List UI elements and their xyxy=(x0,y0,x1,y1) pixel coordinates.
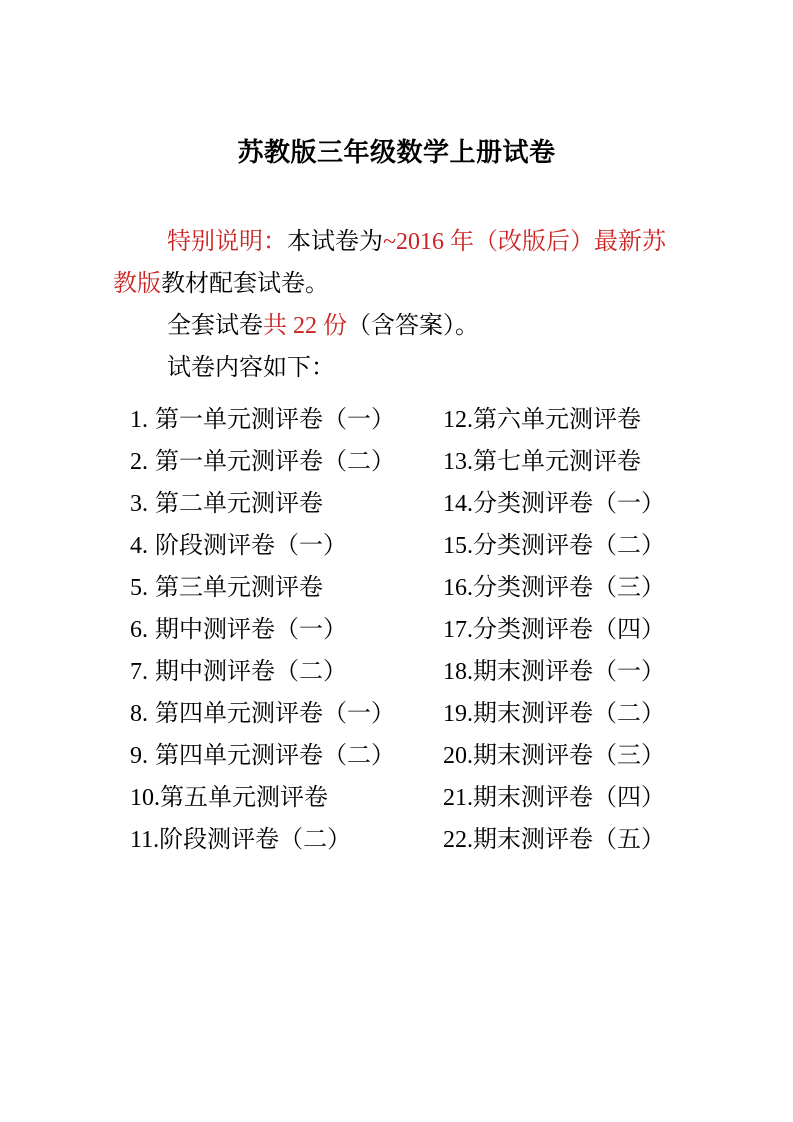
list-item-label: 期末测评卷（三） xyxy=(473,743,665,769)
list-item-label: 第三单元测评卷 xyxy=(155,575,323,601)
list-item-number: 8. xyxy=(130,701,148,727)
list-item-number: 6. xyxy=(130,617,148,643)
list-item-number: 17. xyxy=(443,617,473,643)
list-item-label: 第二单元测评卷 xyxy=(155,491,323,517)
list-item xyxy=(443,819,665,861)
list-item-number: 4. xyxy=(130,533,148,559)
list-item xyxy=(443,777,665,819)
list-item-label: 期中测评卷（一） xyxy=(155,617,347,643)
list-item-number: 14. xyxy=(443,491,473,517)
list-item-number: 3. xyxy=(130,491,148,517)
list-item xyxy=(443,441,665,483)
list-item xyxy=(130,483,443,525)
paper-list-right-column xyxy=(443,399,665,861)
list-item-number: 19. xyxy=(443,701,473,727)
list-item-label: 期末测评卷（二） xyxy=(473,701,665,727)
list-item-label: 分类测评卷（四） xyxy=(473,617,665,643)
page-title: 苏教版三年级数学上册试卷 xyxy=(237,137,556,167)
list-item-label: 期末测评卷（一） xyxy=(473,659,665,685)
list-item xyxy=(130,441,443,483)
list-item-label: 第一单元测评卷（一） xyxy=(155,407,395,433)
list-item xyxy=(130,693,443,735)
list-item xyxy=(130,399,443,441)
list-item xyxy=(130,567,443,609)
list-item-label: 阶段测评卷（二） xyxy=(159,827,352,853)
list-item xyxy=(130,735,443,777)
list-item xyxy=(130,651,443,693)
list-item-number: 1. xyxy=(130,407,148,433)
list-item-number: 20. xyxy=(443,743,473,769)
list-item-label: 第六单元测评卷 xyxy=(473,407,641,433)
list-item-number: 12. xyxy=(443,407,473,433)
list-item xyxy=(443,567,665,609)
list-item-number: 5. xyxy=(130,575,148,601)
text-segment: 特别说明： xyxy=(167,229,287,255)
list-item-label: 第七单元测评卷 xyxy=(473,449,641,475)
list-item-label: 期末测评卷（五） xyxy=(473,827,665,853)
list-item-number: 13. xyxy=(443,449,473,475)
list-item xyxy=(443,693,665,735)
paper-list-left-column xyxy=(130,399,443,861)
list-item-label: 分类测评卷（三） xyxy=(473,575,665,601)
text-segment: 共 22 份 xyxy=(263,313,347,339)
list-item xyxy=(443,399,665,441)
list-item xyxy=(130,777,443,819)
list-item-number: 9. xyxy=(130,743,148,769)
list-item-label: 第五单元测评卷 xyxy=(160,785,328,811)
list-item-number: 22. xyxy=(443,827,473,853)
text-segment: ~2016 年（改版后）最新苏教版 xyxy=(113,229,666,297)
list-item-number: 21. xyxy=(443,785,473,811)
text-segment: （含答案）。 xyxy=(347,313,479,339)
paper-list xyxy=(130,399,793,861)
text-segment: 本试卷为 xyxy=(287,229,383,255)
list-item xyxy=(130,525,443,567)
list-item-number: 16. xyxy=(443,575,473,601)
set-info-paragraph xyxy=(113,305,680,347)
list-item-label: 第一单元测评卷（二） xyxy=(155,449,395,475)
list-item xyxy=(443,735,665,777)
list-item-number: 18. xyxy=(443,659,473,685)
list-item-number: 11. xyxy=(130,827,160,853)
text-segment: 全套试卷 xyxy=(167,313,263,339)
list-item-label: 期末测评卷（四） xyxy=(473,785,665,811)
list-item xyxy=(130,819,443,861)
list-item-number: 7. xyxy=(130,659,148,685)
document-body xyxy=(113,221,680,389)
list-item-label: 期中测评卷（二） xyxy=(155,659,347,685)
list-item xyxy=(130,609,443,651)
list-item xyxy=(443,483,665,525)
list-item-label: 第四单元测评卷（二） xyxy=(155,743,395,769)
list-item xyxy=(443,651,665,693)
special-note-paragraph xyxy=(113,221,680,305)
text-segment: 教材配套试卷。 xyxy=(161,271,329,297)
list-item-label: 分类测评卷（一） xyxy=(473,491,665,517)
list-item-label: 阶段测评卷（一） xyxy=(155,533,347,559)
list-item-number: 10. xyxy=(130,785,160,811)
list-item xyxy=(443,525,665,567)
list-item-number: 2. xyxy=(130,449,148,475)
list-item xyxy=(443,609,665,651)
list-item-label: 第四单元测评卷（一） xyxy=(155,701,395,727)
list-intro-paragraph: 试卷内容如下： xyxy=(167,355,335,381)
list-item-label: 分类测评卷（二） xyxy=(473,533,665,559)
list-item-number: 15. xyxy=(443,533,473,559)
